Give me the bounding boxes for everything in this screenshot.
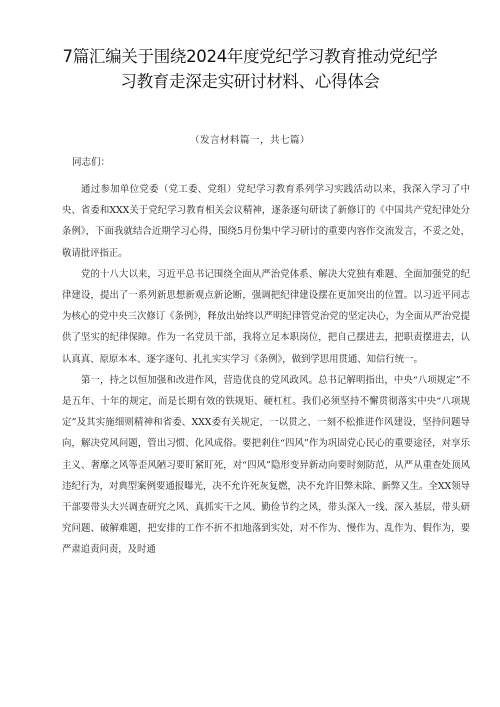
paragraph: 党的十八大以来，习近平总书记围绕全面从严治党体系、解决大党独有难题、全面加强党的纪律建设，提出了一系列新思想新观点新论断，强调把纪律建设摆在更加突出的位置。以习近平同志为核心的党中央三次修订《条例》，释放出始终以严明纪律管党治党的坚定决心，为全面从严治党提供了坚实的纪律保障。作为一名党员干部，我将立足本职岗位，把自己摆进去，把职责摆进去，认认真真、原原本本、逐字逐句、扎扎实实学习《条例》，做到学思用贯通、知信行统一。: [62, 268, 470, 365]
title-line-1: 7篇汇编关于围绕2024年度党纪学习教育推动党纪学: [62, 47, 438, 66]
document-body: [62, 179, 470, 561]
paragraph: 第一，持之以恒加强和改进作风，营造优良的党风政风。总书记解明指出，中央“八项规定”不是五年、十年的规定，而是长期有效的铁规矩、硬杠杠。我们必须坚持不懈贯彻落实中央“八项规定”及其实施细则精神和省委、XXX委有关规定，一以贯之、一刻不松推进作风建设，坚持问题导向，解决党风问题，管出习惯、化风成俗。要把剎住“四风”作为巩固党心民心的重要途径，对享乐主义、奢靡之风等歪风陋习要盯紧盯死，对“四风”隐形变异新动向要时刻防范，从严从重查处顶风违纪行为，对典型案例要通报曝光，决不允许死灰复燃，决不允许旧弊未除、新弊又生。全XX领导干部要带头大兴调查研究之风、真抓实干之风、勤俭节约之风，带头深入一线、深入基层，带头研究问题、破解难题，把安排的工作不折不扣地落到实处，对不作为、慢作为、乱作为、假作为，要严肃追责问责，及时通: [62, 374, 470, 556]
title-line-2: 习教育走深走实研讨材料、心得体会: [120, 72, 380, 91]
salutation: 同志们：: [72, 157, 111, 168]
paragraph: 通过参加单位党委（党工委、党组）党纪学习教育系列学习实践活动以来，我深入学习了中央、省委和XXX关于党纪学习教育相关会议精神，逐条逐句研读了新修订的《中国共产党纪律处分条例》，下面我就结合近期学习心得，围绕5月份集中学习研讨的重要内容作交流发言，不妥之处，敬请批评指正。: [62, 184, 470, 259]
document-title: [40, 44, 460, 94]
document-subtitle: （发言材料篇一，共七篇）: [189, 135, 310, 146]
